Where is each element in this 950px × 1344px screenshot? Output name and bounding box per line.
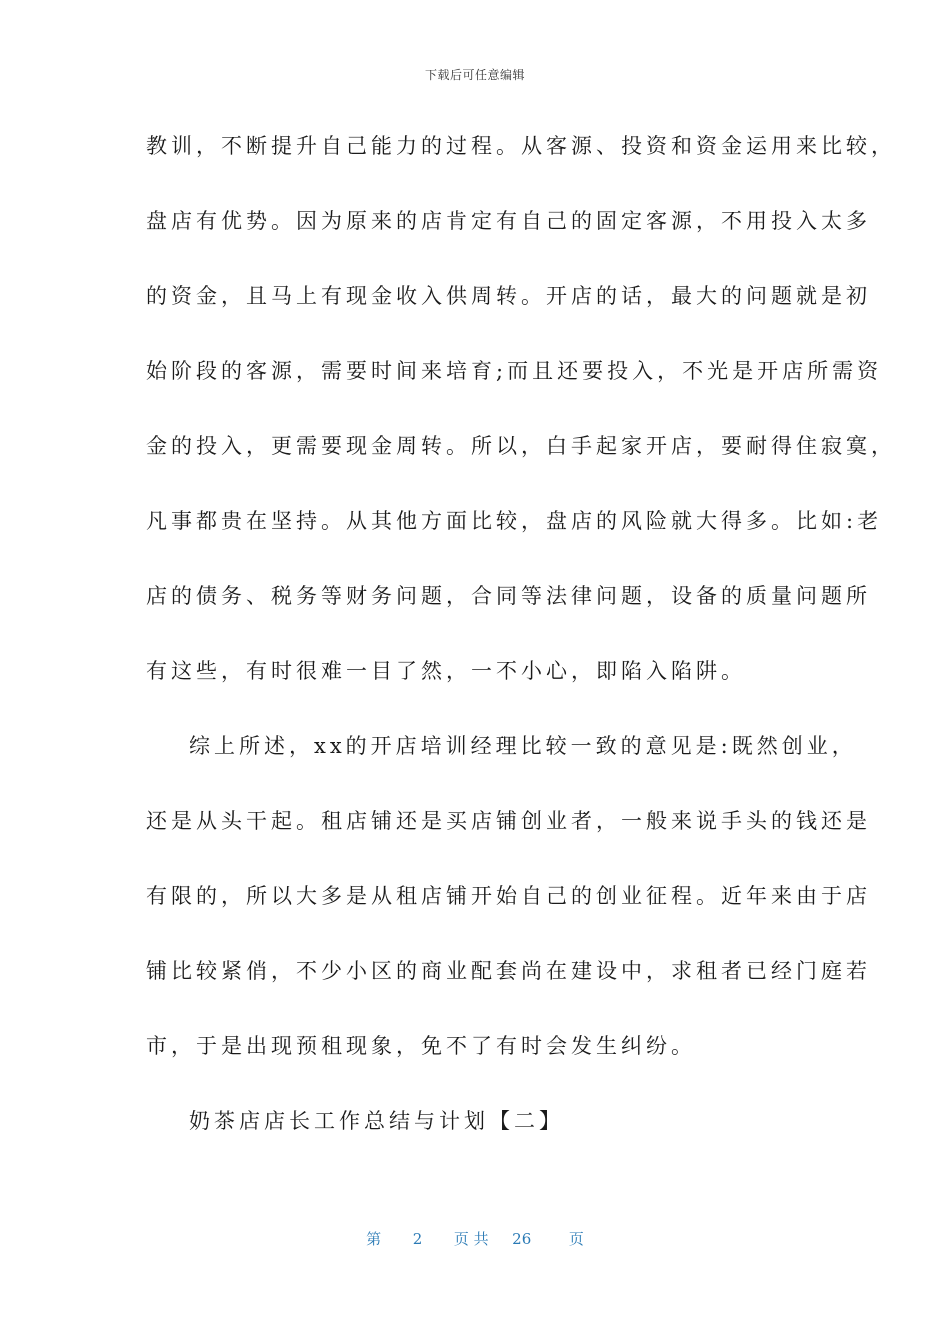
paragraph-line: 金的投入，更需要现金周转。所以，白手起家开店，要耐得住寂寞， (146, 434, 896, 458)
paragraph-line: 市，于是出现预租现象，免不了有时会发生纠纷。 (146, 1034, 696, 1058)
footer-suffix: 页 (568, 1230, 584, 1248)
paragraph-line: 店的债务、税务等财务问题，合同等法律问题，设备的质量问题所 (146, 584, 871, 608)
footer-middle: 页 共 (453, 1230, 489, 1248)
footer-page-number: 2 (412, 1230, 423, 1248)
paragraph-line: 有这些，有时很难一目了然，一不小心，即陷入陷阱。 (146, 659, 746, 683)
paragraph-line: 凡事都贵在坚持。从其他方面比较，盘店的风险就大得多。比如:老 (146, 509, 883, 533)
paragraph-line: 还是从头干起。租店铺还是买店铺创业者，一般来说手头的钱还是 (146, 809, 871, 833)
document-body (146, 122, 896, 1172)
section-heading: 奶茶店店长工作总结与计划【二】 (189, 1109, 564, 1133)
paragraph-line: 有限的，所以大多是从租店铺开始自己的创业征程。近年来由于店 (146, 884, 871, 908)
paragraph-line: 始阶段的客源，需要时间来培育;而且还要投入，不光是开店所需资 (146, 359, 883, 383)
paragraph-line: 铺比较紧俏，不少小区的商业配套尚在建设中，求租者已经门庭若 (146, 959, 871, 983)
footer-prefix: 第 (366, 1230, 382, 1248)
paragraph-line: 教训，不断提升自己能力的过程。从客源、投资和资金运用来比较， (146, 134, 896, 158)
paragraph-line: 综上所述，xx的开店培训经理比较一致的意见是:既然创业， (189, 734, 857, 758)
page-header (0, 66, 950, 83)
header-note: 下载后可任意编辑 (424, 68, 525, 82)
paragraph-line: 盘店有优势。因为原来的店肯定有自己的固定客源，不用投入太多 (146, 209, 871, 233)
page-footer (0, 1228, 950, 1249)
footer-total-pages: 26 (512, 1230, 532, 1248)
paragraph-line: 的资金，且马上有现金收入供周转。开店的话，最大的问题就是初 (146, 284, 871, 308)
